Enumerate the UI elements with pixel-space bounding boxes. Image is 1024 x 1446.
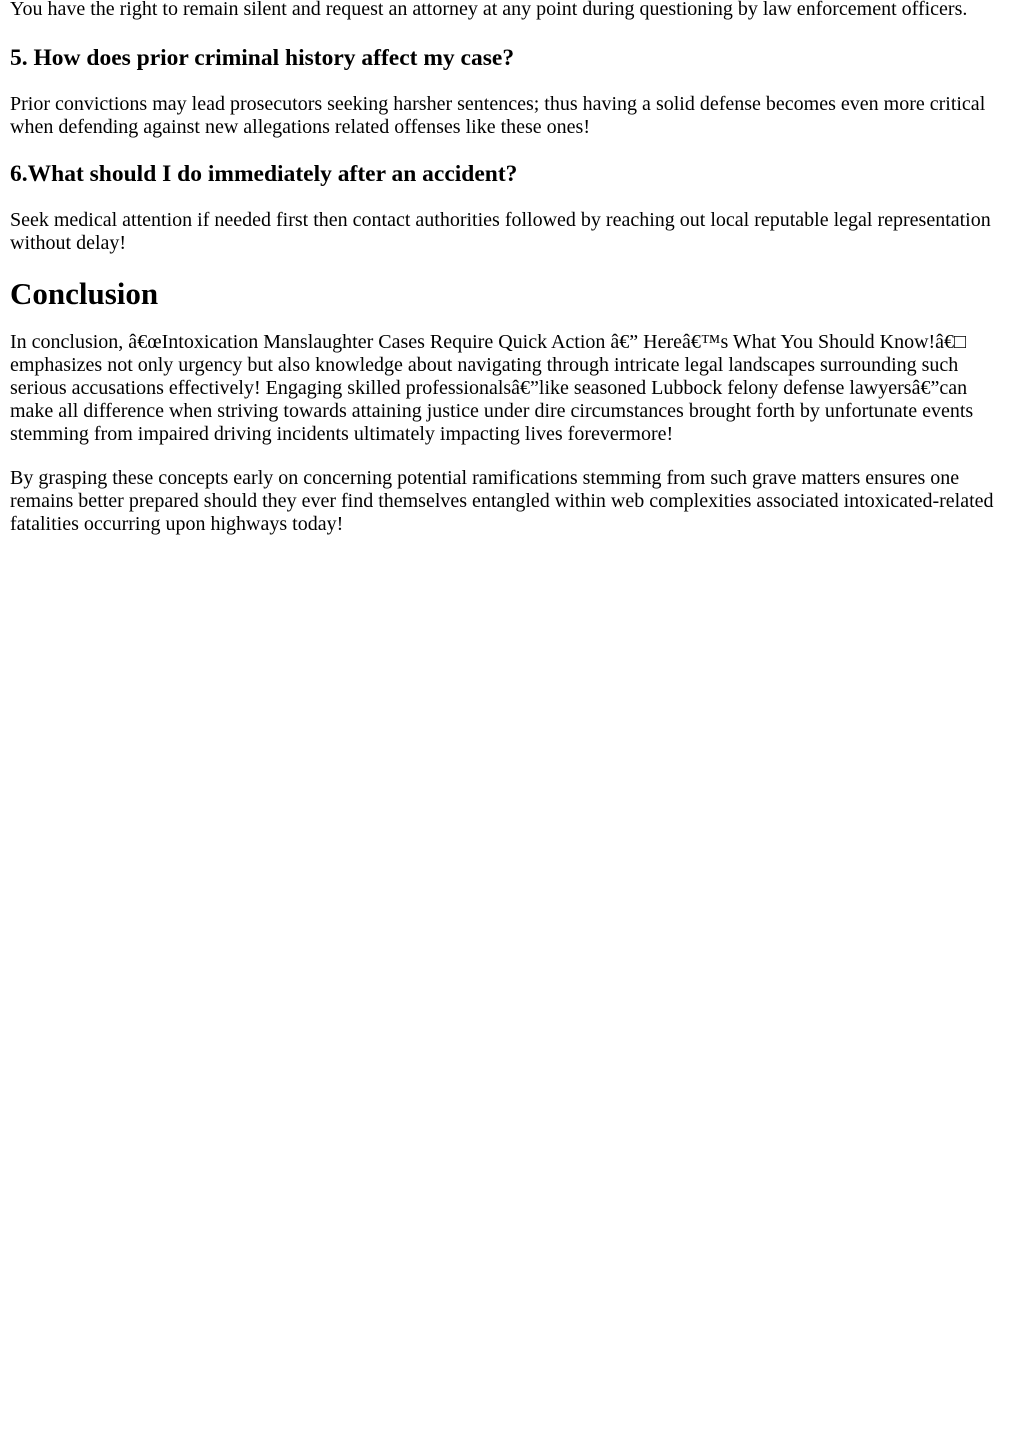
faq-question-6: 6.What should I do immediately after an accident? xyxy=(10,161,518,187)
faq-question-5: 5. How does prior criminal history affect my case? xyxy=(10,45,515,71)
conclusion-heading: Conclusion xyxy=(10,276,159,311)
conclusion-paragraph: In conclusion, â€œIntoxication Manslaughter Cases Require Quick Action â€” Hereâ€™s What You Should Know!â€□ emphasizes not only urgency but also knowledge about navigating through intricate legal landscapes surrounding such serious accusations effectively! Engaging skilled professionalsâ€”like seasoned Lubbock felony defense lawyersâ€”can make all difference when striving towards attaining justice under dire circumstances brought forth by unfortunate events stemming from impaired driving incidents ultimately impacting lives forevermore! xyxy=(10,331,974,445)
faq-answer-4: You have the right to remain silent and request an attorney at any point during questioning by law enforcement officers. xyxy=(10,0,968,20)
article-body xyxy=(10,0,1014,536)
faq-answer-5: Prior convictions may lead prosecutors seeking harsher sentences; thus having a solid defense becomes even more critical when defending against new allegations related offenses like these ones! xyxy=(10,93,986,138)
faq-answer-6: Seek medical attention if needed first then contact authorities followed by reaching out local reputable legal representation without delay! xyxy=(10,209,991,254)
conclusion-paragraph: By grasping these concepts early on concerning potential ramifications stemming from such grave matters ensures one remains better prepared should they ever find themselves entangled within web complexities associated intoxicated-related fatalities occurring upon highways today! xyxy=(10,467,994,535)
